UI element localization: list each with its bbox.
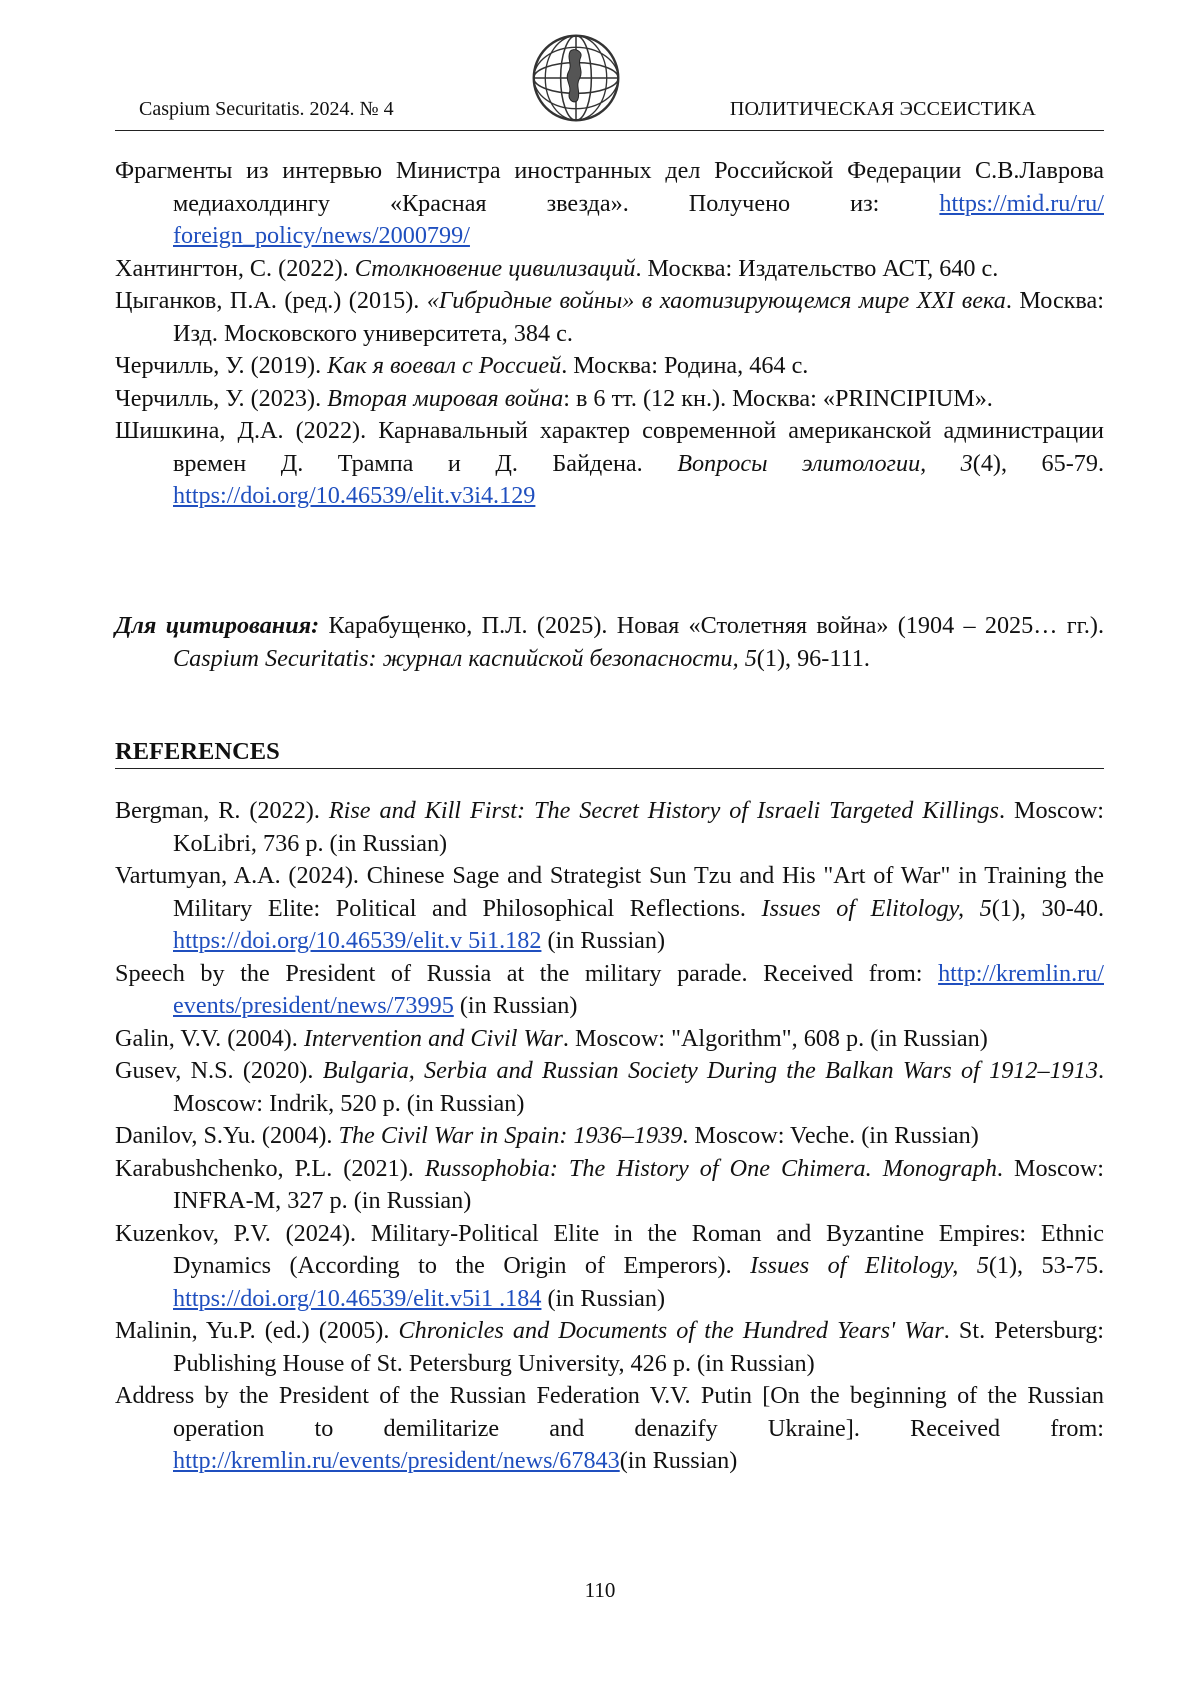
- reference-text: Шишкина, Д.А. (2022). Карнавальный характер современной американской администрации времен Д. Трампа и Д. Байдена.: [115, 417, 1104, 477]
- reference-details: . Москва: Родина, 464 с.: [561, 352, 809, 379]
- reference-details: . St. Petersburg: Publishing House of St. Petersburg University, 426 p. (in Russian): [173, 1317, 1105, 1377]
- reference-item: [115, 253, 1104, 286]
- reference-link[interactable]: https://doi.org/10.46539/elit.v3i4.129: [173, 482, 536, 509]
- reference-note: (in Russian): [619, 1447, 738, 1474]
- reference-item: [115, 795, 1104, 860]
- reference-text: Хантингтон, С. (2022).: [115, 254, 355, 282]
- citation-journal: Caspium Securitatis: журнал каспийской безопасности, 5: [173, 644, 757, 672]
- reference-title: Rise and Kill First: The Secret History of Israeli Targeted Killings: [328, 797, 999, 824]
- reference-details: (1), 30-40.: [991, 894, 1104, 922]
- reference-link[interactable]: http://kremlin.ru/ events/president/news/73995: [173, 959, 1104, 1019]
- reference-text: Bergman, R. (2022).: [115, 797, 329, 824]
- reference-text: Фрагменты из интервью Министра иностранных дел Российской Федерации С.В.Лаврова медиахолдингу «Красная звезда». Получено из:: [115, 157, 1104, 217]
- reference-note: (in Russian): [541, 1284, 666, 1312]
- english-references-list: [115, 795, 1104, 1478]
- reference-text: Kuzenkov, P.V. (2024). Military-Political Elite in the Roman and Byzantine Empires: Ethnic Dynamics (According to the Origin of Emperors).: [115, 1219, 1104, 1279]
- reference-link[interactable]: http://kremlin.ru/events/president/news/67843: [173, 1447, 620, 1474]
- reference-title: Вопросы элитологии, 3: [677, 449, 973, 477]
- references-heading: REFERENCES: [115, 738, 1104, 769]
- reference-note: (in Russian): [453, 992, 578, 1019]
- reference-details: . Moscow: Indrik, 520 p. (in Russian): [173, 1057, 1104, 1117]
- globe-logo-icon: [528, 30, 624, 126]
- reference-item: [115, 1055, 1104, 1120]
- reference-details: (1), 53-75.: [988, 1252, 1104, 1279]
- reference-title: The Civil War in Spain: 1936–1939: [338, 1122, 683, 1149]
- reference-item: [115, 1218, 1104, 1316]
- reference-text: Черчилль, У. (2019).: [115, 352, 328, 379]
- reference-item: [115, 415, 1104, 513]
- reference-text: Address by the President of the Russian Federation V.V. Putin [On the beginning of the Russian operation to demilitarize and denazify Ukraine]. Received from:: [115, 1382, 1104, 1442]
- reference-details: . Moscow: KoLibri, 736 p. (in Russian): [173, 797, 1105, 857]
- reference-details: (4), 65-79.: [972, 449, 1104, 477]
- citation-pages: (1), 96-111.: [756, 644, 870, 672]
- reference-title: Issues of Elitology, 5: [761, 894, 992, 922]
- reference-item: [115, 1120, 1104, 1153]
- reference-item: [115, 1153, 1104, 1218]
- reference-text: Speech by the President of Russia at the military parade. Received from:: [115, 959, 939, 987]
- reference-text: Vartumyan, A.A. (2024). Chinese Sage and Strategist Sun Tzu and His "Art of War" in Training the Military Elite: Political and Philosophical Reflections.: [115, 862, 1104, 922]
- journal-title: Caspium Securitatis. 2024. № 4: [139, 98, 394, 120]
- reference-title: Issues of Elitology, 5: [750, 1252, 989, 1279]
- reference-details: . Moscow: INFRA-M, 327 p. (in Russian): [173, 1154, 1105, 1214]
- reference-details: : в 6 тт. (12 кн.). Москва: «PRINCIPIUM».: [563, 384, 993, 412]
- reference-note: (in Russian): [541, 927, 666, 954]
- section-title: ПОЛИТИЧЕСКАЯ ЭССЕИСТИКА: [729, 98, 1036, 120]
- reference-title: Russophobia: The History of One Chimera. Monograph: [424, 1154, 997, 1182]
- reference-title: Bulgaria, Serbia and Russian Society During the Balkan Wars of 1912–1913: [322, 1057, 1098, 1084]
- reference-text: Danilov, S.Yu. (2004).: [115, 1122, 339, 1149]
- reference-text: Черчилль, У. (2023).: [115, 384, 328, 412]
- reference-title: «Гибридные войны» в хаотизирующемся мире XXI века: [426, 287, 1006, 314]
- reference-text: Цыганков, П.А. (ред.) (2015).: [115, 287, 427, 314]
- reference-title: Столкновение цивилизаций: [354, 254, 636, 282]
- reference-title: Как я воевал с Россией: [327, 352, 562, 379]
- reference-item: [115, 1315, 1104, 1380]
- reference-item: [115, 285, 1104, 350]
- page-number: 110: [584, 1578, 616, 1602]
- reference-link[interactable]: https://doi.org/10.46539/elit.v 5i1.182: [173, 927, 542, 954]
- reference-item: [115, 155, 1104, 253]
- reference-details: . Москва: Изд. Московского университета, 384 с.: [173, 287, 1104, 347]
- reference-item: [115, 1380, 1104, 1478]
- reference-link[interactable]: https://mid.ru/ru/ foreign_policy/news/2000799/: [173, 189, 1104, 249]
- reference-title: Chronicles and Documents of the Hundred Years' War: [398, 1317, 944, 1344]
- russian-references-list: [115, 155, 1104, 513]
- reference-details: . Moscow: Veche. (in Russian): [682, 1122, 979, 1149]
- reference-item: [115, 1023, 1104, 1056]
- reference-text: Galin, V.V. (2004).: [115, 1024, 304, 1052]
- citation-text: Карабущенко, П.Л. (2025). Новая «Столетняя война» (1904 – 2025… гг.).: [319, 612, 1104, 639]
- reference-title: Intervention and Civil War: [303, 1024, 563, 1052]
- reference-item: [115, 350, 1104, 383]
- citation-label: Для цитирования:: [115, 612, 320, 639]
- reference-details: . Moscow: "Algorithm", 608 p. (in Russian): [562, 1024, 988, 1052]
- reference-text: Gusev, N.S. (2020).: [115, 1057, 323, 1084]
- reference-text: Karabushchenko, P.L. (2021).: [115, 1154, 425, 1182]
- reference-text: Malinin, Yu.P. (ed.) (2005).: [115, 1317, 399, 1344]
- citation-block: [115, 610, 1104, 675]
- reference-details: . Москва: Издательство АСТ, 640 с.: [635, 254, 999, 282]
- reference-link[interactable]: https://doi.org/10.46539/elit.v5i1 .184: [173, 1284, 542, 1312]
- reference-title: Вторая мировая война: [327, 384, 564, 412]
- reference-item: [115, 860, 1104, 958]
- reference-item: [115, 383, 1104, 416]
- reference-item: [115, 958, 1104, 1023]
